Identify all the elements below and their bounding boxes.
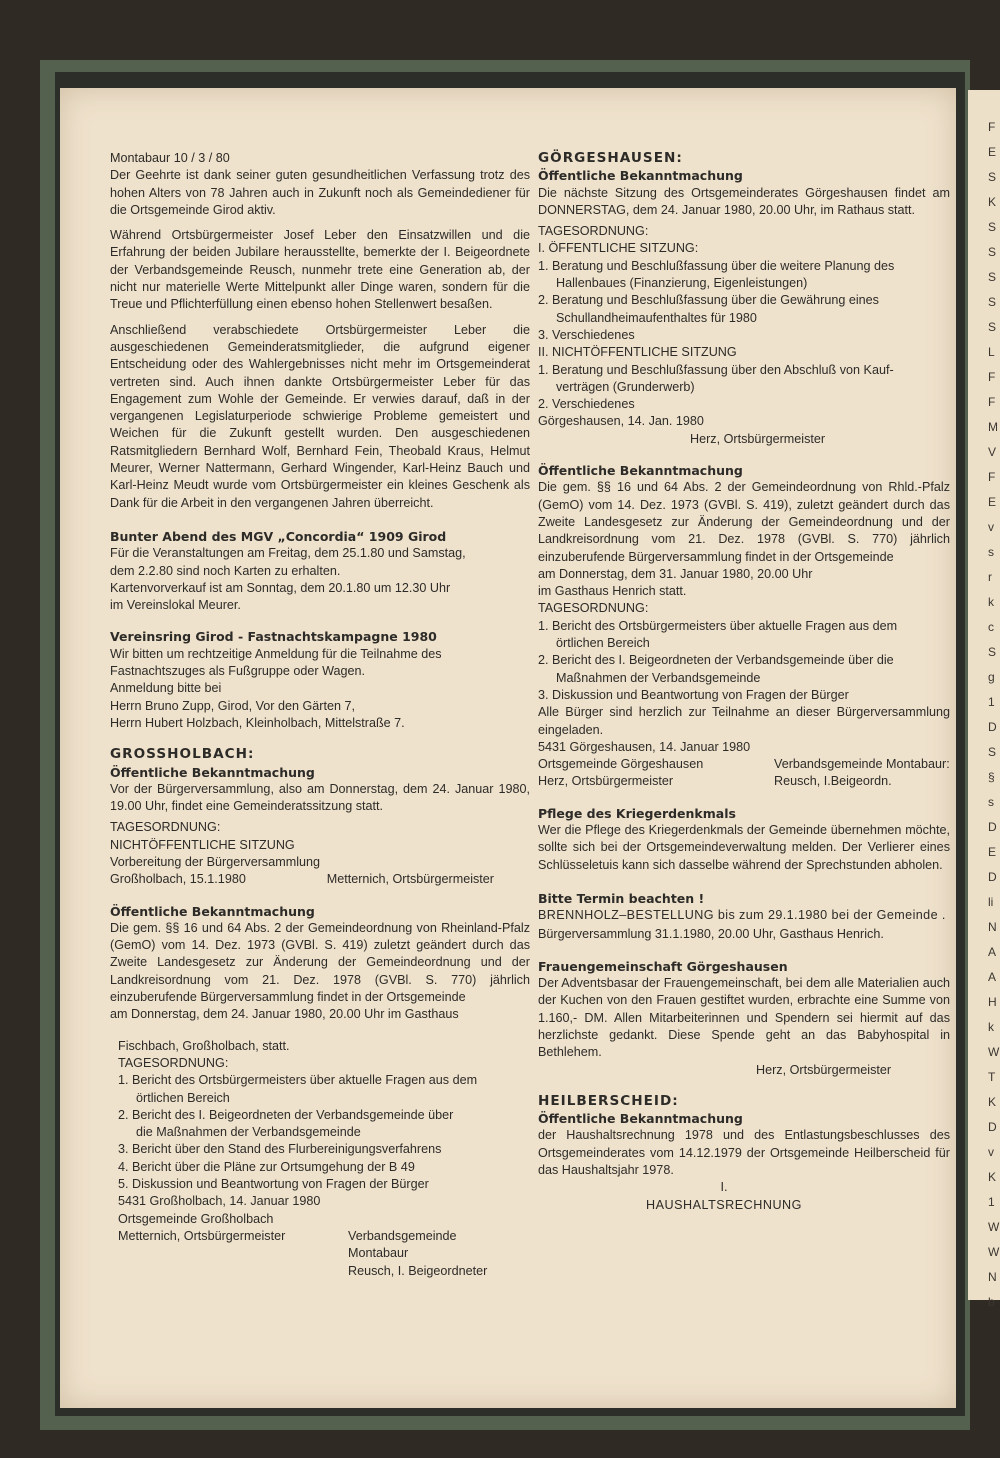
next-page-letter-fragment: S: [988, 170, 997, 184]
next-page-letter-fragment: k: [988, 595, 994, 609]
agenda-item: örtlichen Bereich: [556, 636, 650, 651]
next-page-edge: [968, 90, 1000, 1309]
spacer: [538, 1079, 950, 1093]
text-line: Vorbereitung der Bürgerversammlung: [110, 854, 321, 869]
paragraph: Während Ortsbürgermeister Josef Leber den Einsatzwillen und die Erfahrung der beiden Jubilare herausstellte, bemerkte der I. Beigeordnete der Verbandsgemeinde Reusch, nunmehr trete eine Generation ab, der nicht nur materielle Werte Mittelpunkt aller Dinge waren, sondern für die Treue und Pflichterfüllung einen ebenso hohen Stellenwert besaßen.: [110, 228, 530, 312]
text-line: 5431 Großholbach, 14. Januar 1980: [118, 1194, 321, 1209]
signature-right: [348, 1228, 508, 1280]
text-line: Bürgerversammlung 31.1.1980, 20.00 Uhr, Gasthaus Henrich.: [538, 927, 884, 942]
text-line: Kartenvorverkauf ist am Sonntag, dem 20.1.80 um 12.30 Uhr: [110, 580, 451, 595]
text-line: Fastnachtszuges als Fußgruppe oder Wagen.: [110, 664, 366, 679]
text-line: Wir bitten um rechtzeitige Anmeldung für die Teilnahme des: [110, 646, 442, 661]
agenda-subheading: II. NICHTÖFFENTLICHE SITZUNG: [538, 345, 737, 360]
agenda-item: 1. Bericht des Ortsbürgermeisters über aktuelle Fragen aus dem: [118, 1073, 478, 1088]
next-page-letter-fragment: W: [988, 1220, 1000, 1234]
signature-row: [118, 1228, 508, 1280]
agenda-item: örtlichen Bereich: [136, 1090, 230, 1105]
paragraph: Der Geehrte ist dank seiner guten gesundheitlichen Verfassung trotz des hohen Alters von 78 Jahren auch in Zukunft noch als Gemeindediener für die Ortsgemeinde Girod aktiv.: [110, 168, 530, 217]
next-page-letter-fragment: F: [988, 370, 996, 384]
place-heading: GROSSHOLBACH:: [110, 746, 255, 763]
next-page-letter-fragment: S: [988, 295, 997, 309]
signature-line: Montabaur: [348, 1246, 409, 1261]
section-title: Öffentliche Bekanntmachung: [538, 1111, 743, 1127]
next-page-letter-fragment: k: [988, 1020, 994, 1034]
agenda-item: 5. Diskussion und Beantwortung von Fragen der Bürger: [118, 1177, 429, 1192]
agenda-item: Hallenbaues (Finanzierung, Eigenleistungen): [556, 276, 808, 291]
next-page-letter-fragment: D: [988, 1120, 997, 1134]
section-title: Öffentliche Bekanntmachung: [110, 903, 315, 919]
agenda-item: 1. Bericht des Ortsbürgermeisters über aktuelle Fragen aus dem: [538, 618, 898, 633]
section-title: Vereinsring Girod - Fastnachtskampagne 1980: [110, 629, 437, 645]
signature-row: [110, 871, 494, 888]
agenda-item: 3. Bericht über den Stand des Flurbereinigungsverfahrens: [118, 1142, 442, 1157]
right-column: [538, 150, 950, 1214]
agenda-item: 2. Bericht des I. Beigeordneten der Verbandsgemeinde über: [118, 1107, 454, 1122]
spacer: [110, 520, 530, 528]
agenda-item: die Maßnahmen der Verbandsgemeinde: [136, 1125, 361, 1140]
left-column: [110, 150, 530, 1280]
next-page-letter-fragment: v: [988, 520, 994, 534]
agenda-item: verträgen (Grunderwerb): [556, 379, 695, 394]
section-title: Bitte Termin beachten !: [538, 890, 705, 906]
agenda-heading: TAGESORDNUNG:: [538, 601, 649, 616]
paragraph: BRENNHOLZ–BESTELLUNG bis zum 29.1.1980 bei der Gemeinde .: [538, 908, 946, 923]
next-page-letter-fragment: K: [988, 195, 997, 209]
section-title: Öffentliche Bekanntmachung: [538, 168, 743, 184]
spacer: [538, 448, 950, 462]
next-page-letter-fragment: M: [988, 420, 998, 434]
next-page-letter-fragment: S: [988, 745, 997, 759]
next-page-letter-fragment: S: [988, 245, 997, 259]
next-page-letter-fragment: E: [988, 145, 997, 159]
next-page-letter-fragment: K: [988, 1170, 997, 1184]
roman-numeral: I.: [720, 1180, 728, 1195]
signature-line: Ortsgemeinde Görgeshausen: [538, 757, 704, 772]
signature-left: [538, 756, 703, 791]
text-line: Herrn Bruno Zupp, Girod, Vor den Gärten 7,: [110, 698, 356, 713]
next-page-letter-fragment: E: [988, 495, 997, 509]
signature-name: Herz, Ortsbürgermeister: [756, 1062, 892, 1077]
agenda-item: Maßnahmen der Verbandsgemeinde: [556, 670, 761, 685]
next-page-letter-fragment: c: [988, 620, 994, 634]
agenda-item: 2. Beratung und Beschlußfassung über die Gewährung eines: [538, 293, 879, 308]
signature-right: Verbandsgemeinde Montabaur: Reusch, I.Beigeordn.: [774, 757, 950, 789]
paragraph: Die nächste Sitzung des Ortsgemeinderates Görgeshausen findet am DONNERSTAG, dem 24. Januar 1980, 20.00 Uhr, im Rathaus statt.: [538, 185, 950, 217]
spacer: [538, 944, 950, 958]
signature-left: Metternich, Ortsbürgermeister: [118, 1228, 286, 1243]
section-title: Frauengemeinschaft Görgeshausen: [538, 958, 788, 974]
text-line: am Donnerstag, dem 31. Januar 1980, 20.00 Uhr: [538, 566, 813, 581]
agenda-item: 1. Beratung und Beschlußfassung über den Abschluß von Kauf-: [538, 362, 894, 377]
next-page-letter-fragment: v: [988, 1145, 994, 1159]
place-heading: GÖRGESHAUSEN:: [538, 150, 683, 166]
next-page-letter-fragment: F: [988, 470, 996, 484]
next-page-letter-fragment: S: [988, 270, 997, 284]
agenda-item: Schullandheimaufenthaltes für 1980: [556, 310, 757, 325]
dateline: Montabaur 10 / 3 / 80: [110, 151, 230, 165]
next-page-letter-fragment: s: [988, 795, 994, 809]
text-line: Herrn Hubert Holzbach, Kleinholbach, Mittelstraße 7.: [110, 715, 405, 730]
next-page-letter-fragment: D: [988, 720, 997, 734]
next-page-letter-fragment: 1: [988, 695, 995, 709]
next-page-letter-fragment: 1: [988, 1195, 995, 1209]
text-line: Ortsgemeinde Großholbach: [118, 1211, 274, 1226]
text-line: TAGESORDNUNG:: [110, 820, 221, 835]
next-page-letter-fragment: L: [988, 345, 995, 359]
section-title: Pflege des Kriegerdenkmals: [538, 805, 736, 821]
section-title: Öffentliche Bekanntmachung: [110, 764, 315, 780]
signature-line: Reusch, I. Beigeordneter: [348, 1263, 488, 1278]
text-line: NICHTÖFFENTLICHE SITZUNG: [110, 837, 295, 852]
next-page-letter-fragment: r: [988, 570, 992, 584]
next-page-letter-fragment: F: [988, 395, 996, 409]
text-line: Fischbach, Großholbach, statt.: [118, 1038, 290, 1053]
next-page-letter-fragment: A: [988, 945, 997, 959]
text-line: Für die Veranstaltungen am Freitag, dem 25.1.80 und Samstag,: [110, 546, 466, 561]
text-line: Görgeshausen, 14. Jan. 1980: [538, 414, 704, 429]
subsection-title: HAUSHALTSRECHNUNG: [646, 1197, 802, 1212]
next-page-letter-fragment: S: [988, 320, 997, 334]
agenda-item: 3. Verschiedenes: [538, 327, 635, 342]
paragraph: Die gem. §§ 16 und 64 Abs. 2 der Gemeindeordnung von Rhld.-Pfalz (GemO) vom 14. Dez. 1973 (GVBl. S. 419), zuletzt geändert durch das Zweite Landesgesetz zur Änderung der Gemeindeordnung und der Landkreisordnung vom 21. Dez. 1978 (GVBl. S. 770) jährlich einzuberufende Bürgerversammlung findet in der Ortsgemeinde: [538, 480, 950, 564]
signature-name: Herz, Ortsbürgermeister: [690, 431, 826, 446]
paragraph: Anschließend verabschiedete Ortsbürgermeister Leber die ausgeschiedenen Gemeinderatsmitglieder, die aufgrund eigener Entscheidung oder des Wahlergebnisses nicht mehr im Ortsgemeinderat vertreten sind. Auch ihnen dankte Ortsbürgermeister Leber für das Engagement zum Wohle der Gemeinde. Er verwies darauf, daß in der vergangenen Legislaturperiode schwierige Probleme gemeistert und Weichen für die Zukunft gestellt wurden. Den ausgeschiedenen Ratsmitgliedern Bernhard Wolf, Bernhard Fein, Theobald Kraus, Helmut Meurer, Werner Nattermann, Gerhard Wingender, Karl-Heinz Bauch und Karl-Heinz Meudt wurde vom Ortsbürgermeister ein kleines Geschenk als Dank für die Arbeit in den vergangenen Jahren überreicht.: [110, 322, 530, 510]
next-page-letter-fragment: H: [988, 995, 997, 1009]
next-page-letter-fragment: F: [988, 120, 996, 134]
next-page-letter-fragment: li: [988, 895, 994, 909]
text-line: im Vereinslokal Meurer.: [110, 598, 241, 613]
next-page-letter-fragment: W: [988, 1245, 1000, 1259]
signature-line: Herz, Ortsbürgermeister: [538, 774, 674, 789]
agenda-item: 2. Bericht des I. Beigeordneten der Verbandsgemeinde über die: [538, 653, 894, 668]
next-page-letter-fragment: S: [988, 220, 997, 234]
paragraph: Wer die Pflege des Kriegerdenkmals der Gemeinde übernehmen möchte, sollte sich bei der Ortsgemeindeverwaltung melden. Der Verlierer eines Schlüsseletuis kann sich dasselbe während der Sprechstunden abholen.: [538, 822, 950, 872]
next-page-letter-fragment: g: [988, 670, 995, 684]
next-page-letter-fragment: V: [988, 445, 997, 459]
text-line: dem 2.2.80 sind noch Karten zu erhalten.: [110, 563, 341, 578]
spacer: [538, 882, 950, 890]
next-page-letter-fragment: T: [988, 1070, 996, 1084]
section-title: Bunter Abend des MGV „Concordia“ 1909 Girod: [110, 528, 447, 544]
next-page-letter-fragment: N: [988, 1270, 997, 1284]
next-page-letter-fragment: K: [988, 1095, 997, 1109]
next-page-letter-fragment: §: [988, 770, 995, 784]
text-line: im Gasthaus Henrich statt.: [538, 584, 687, 599]
agenda-item: 3. Diskussion und Beantwortung von Fragen der Bürger: [538, 687, 849, 702]
next-page-letter-fragment: W: [988, 1045, 1000, 1059]
next-page-letter-fragment: D: [988, 870, 997, 884]
next-page-letter-fragment: b: [988, 1295, 995, 1309]
agenda-item: 1. Beratung und Beschlußfassung über die weitere Planung des: [538, 258, 895, 273]
spacer: [110, 732, 530, 746]
paragraph: Der Adventsbasar der Frauengemeinschaft, bei dem alle Materialien auch der Kuchen von den Frauen gestiftet wurden, erbrachte eine Summe von 1.160,- DM. Allen Mitarbeiterinnen und Spendern sei hiermit auf das herzlichste gedankt. Diese Spende geht an das Babyhospital in Bethlehem.: [538, 976, 950, 1060]
signature-place-date: Großholbach, 15.1.1980: [110, 872, 246, 887]
agenda-heading: TAGESORDNUNG:: [538, 224, 649, 239]
place-heading: HEILBERSCHEID:: [538, 1092, 679, 1109]
text-line: 5431 Görgeshausen, 14. Januar 1980: [538, 739, 751, 754]
next-page-letter-fragment: S: [988, 645, 997, 659]
paragraph: der Haushaltsrechnung 1978 und des Entlastungsbeschlusses des Ortsgemeinderates vom 14.12.1979 der Ortsgemeinde Heilberscheid für das Haushaltsjahr 1978.: [538, 1128, 950, 1178]
next-page-letter-fragment: D: [988, 820, 997, 834]
next-page-letter-fragment: s: [988, 545, 994, 559]
agenda-subheading: I. ÖFFENTLICHE SITZUNG:: [538, 241, 699, 256]
agenda-item: 2. Verschiedenes: [538, 397, 635, 412]
signature-name: Metternich, Ortsbürgermeister: [326, 872, 494, 887]
paragraph: Alle Bürger sind herzlich zur Teilnahme an dieser Bürgerversammlung eingeladen.: [538, 705, 950, 737]
agenda-item: 4. Bericht über die Pläne zur Ortsumgehung der B 49: [118, 1159, 415, 1174]
paragraph: Die gem. §§ 16 und 64 Abs. 2 der Gemeindeordnung von Rheinland-Pfalz (GemO) vom 14. Dez. 1973 (GVBl. S. 419) zuletzt geändert durch das Zweite Landesgesetz zur Änderung der Gemeindeordnung und der Landkreisordnung vom 21. Dez. 1978 (GVBl. S. 770) jährlich einzuberufende Bürgerversammlung findet in der Ortsgemeinde: [110, 920, 530, 1005]
spacer: [538, 791, 950, 805]
paragraph: Vor der Bürgerversammlung, also am Donnerstag, dem 24. Januar 1980, 19.00 Uhr, findet eine Gemeinderatssitzung statt.: [110, 781, 530, 814]
spacer: [110, 889, 530, 903]
next-page-letter-fragment: N: [988, 920, 997, 934]
agenda-block: [110, 1038, 530, 1280]
next-page-letter-fragment: E: [988, 845, 997, 859]
signature-line: Verbandsgemeinde: [348, 1228, 457, 1243]
next-page-letter-fragment: A: [988, 970, 997, 984]
agenda-heading: TAGESORDNUNG:: [118, 1055, 229, 1070]
spacer: [110, 1024, 530, 1038]
spacer: [110, 614, 530, 628]
text-line: Anmeldung bitte bei: [110, 681, 222, 696]
text-line: am Donnerstag, dem 24. Januar 1980, 20.00 Uhr im Gasthaus: [110, 1007, 459, 1022]
signature-row: [538, 756, 950, 791]
section-title: Öffentliche Bekanntmachung: [538, 463, 743, 479]
